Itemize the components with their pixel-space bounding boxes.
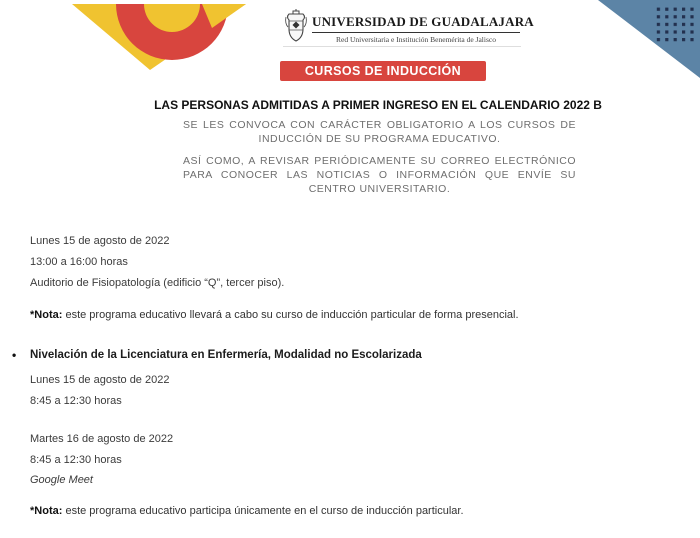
session-1-place: Auditorio de Fisiopatología (edificio “Q”, tercer piso). xyxy=(30,277,285,289)
session-1-time: 13:00 a 16:00 horas xyxy=(30,256,128,268)
note-2-text: este programa educativo participa únicamente en el curso de inducción particular. xyxy=(65,505,464,517)
program-schedule-1 xyxy=(30,370,169,411)
note-2 xyxy=(30,505,464,517)
note-2-label: *Nota: xyxy=(30,505,63,517)
note-1-text: este programa educativo llevará a cabo su curso de inducción particular de forma presencial. xyxy=(65,309,519,321)
header-divider xyxy=(283,46,521,47)
headline: LAS PERSONAS ADMITIDAS A PRIMER INGRESO EN EL CALENDARIO 2022 B xyxy=(154,98,602,112)
banner-cursos-de-induccion: CURSOS DE INDUCCIÓN xyxy=(280,61,486,81)
platform-google-meet: Google Meet xyxy=(30,474,93,486)
intro-paragraph-1: SE LES CONVOCA CON CARÁCTER OBLIGATORIO A LOS CURSOS DE INDUCCIÓN DE SU PROGRAMA EDUCATIVO. xyxy=(183,119,576,145)
intro-paragraphs xyxy=(183,118,576,196)
session-block-1 xyxy=(30,231,284,294)
decorative-yellow-red-shape xyxy=(0,0,260,75)
university-logo xyxy=(312,14,534,44)
schedule-1-time: 8:45 a 12:30 horas xyxy=(30,394,122,407)
university-subtitle: Red Universitaria e Institución Benemérita de Jalisco xyxy=(336,35,496,44)
schedule-1-date: Lunes 15 de agosto de 2022 xyxy=(30,374,170,386)
decorative-blue-triangle xyxy=(598,0,700,80)
dot-grid-icon xyxy=(655,6,695,43)
schedule-2-time: 8:45 a 12:30 horas xyxy=(30,453,122,466)
program-schedule-2 xyxy=(30,429,173,491)
schedule-2-date: Martes 16 de agosto de 2022 xyxy=(30,433,174,445)
note-1 xyxy=(30,309,519,321)
university-crest-icon xyxy=(284,9,308,43)
program-title: Nivelación de la Licenciatura en Enfermería, Modalidad no Escolarizada xyxy=(30,349,422,361)
intro-paragraph-2: ASÍ COMO, A REVISAR PERIÓDICAMENTE SU CORREO ELECTRÓNICO PARA CONOCER LAS NOTICIAS O INFORMACIÓN QUE ENVÍE SU CENTRO UNIVERSITARIO. xyxy=(183,155,576,195)
bullet-icon: • xyxy=(12,348,17,362)
session-1-date: Lunes 15 de agosto de 2022 xyxy=(30,235,170,247)
note-1-label: *Nota: xyxy=(30,309,63,321)
university-name: UNIVERSIDAD DE GUADALAJARA xyxy=(312,14,520,33)
